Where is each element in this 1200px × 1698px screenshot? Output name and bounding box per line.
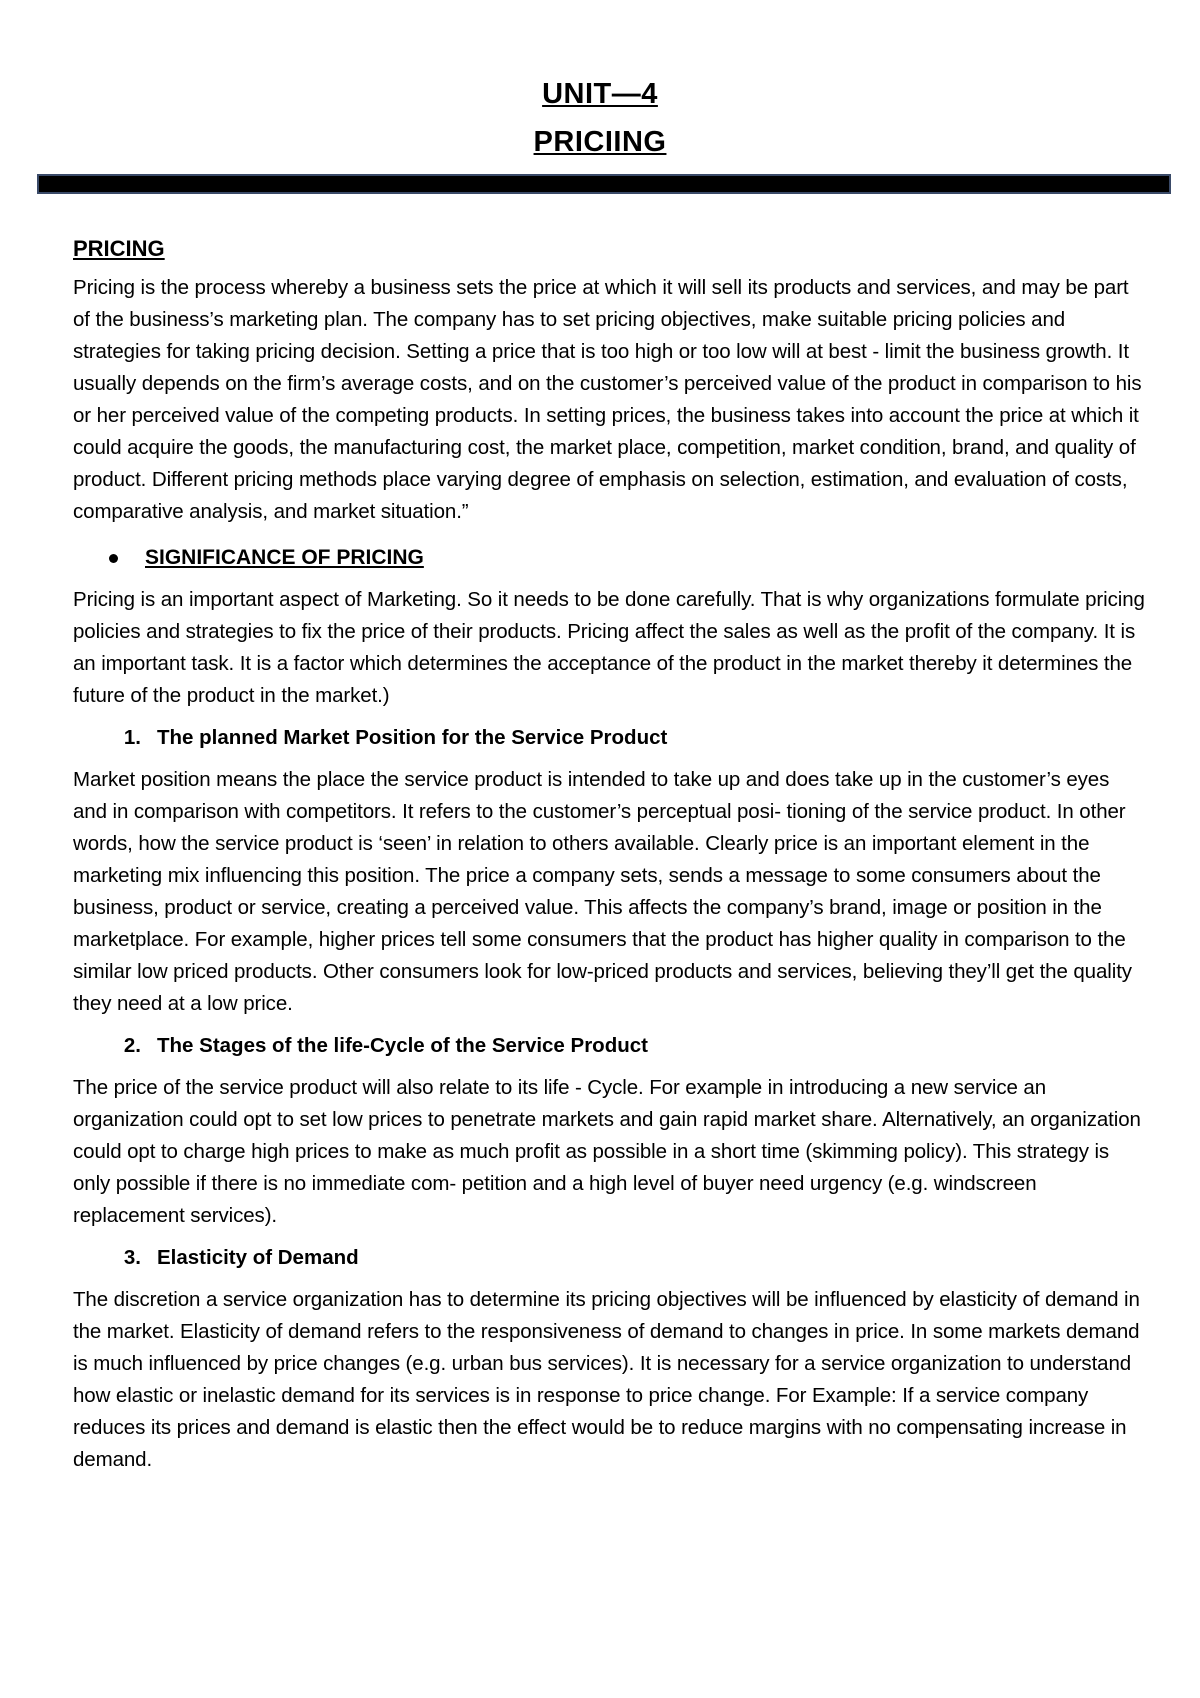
item-2-paragraph: The price of the service product will also relate to its life - Cycle. For example in introducing a new service an organization could opt to set low prices to penetrate markets and gain rapid market share. Alternatively, an organization could opt to charge high prices to make as much profit as possible in a short time (skimming policy). This strategy is only possible if there is no immediate com- petition and a high level of buyer need urgency (e.g. windscreen replacement services). [73,1076,1141,1227]
item-2-heading-row [73,1034,1145,1058]
significance-heading-row [73,546,1145,570]
significance-paragraph: Pricing is an important aspect of Marketing. So it needs to be done carefully. That is why organizations formulate pricing policies and strategies to fix the price of their products. Pricing affect the sales as well as the profit of the company. It is an important task. It is a factor which determines the acceptance of the product in the market thereby it determines the future of the product in the market.) [73,588,1145,707]
item-2-heading: The Stages of the life-Cycle of the Service Product [157,1034,648,1057]
item-3-heading-row [73,1246,1145,1270]
item-3-number: 3. [123,1246,141,1269]
pricing-paragraph: Pricing is the process whereby a business sets the price at which it will sell its products and services, and may be part of the business’s marketing plan. The company has to set pricing objectives, make suitable pricing policies and strategies for taking pricing decision. Setting a price that is too high or too low will at best - limit the business growth. It usually depends on the firm’s average costs, and on the customer’s perceived value of the product in comparison to his or her perceived value of the competing products. In setting prices, the business takes into account the price at which it could acquire the goods, the manufacturing cost, the market place, competition, market condition, brand, and quality of product. Different pricing methods place varying degree of emphasis on selection, estimation, and evaluation of costs, comparative analysis, and market situation.” [73,276,1142,523]
item-1-number: 1. [123,726,141,749]
document-content [73,236,1145,1490]
item-2-number: 2. [123,1034,141,1057]
significance-heading: SIGNIFICANCE OF PRICING [145,546,424,569]
header-rule [37,174,1171,194]
item-3-heading: Elasticity of Demand [157,1246,359,1269]
item-1-heading: The planned Market Position for the Service Product [157,726,668,749]
page-title: PRICIING [533,126,667,158]
item-3-paragraph: The discretion a service organization has to determine its pricing objectives will be influenced by elasticity of demand in the market. Elasticity of demand refers to the responsiveness of demand to changes in price. In some markets demand is much influenced by price changes (e.g. urban bus services). It is necessary for a service organization to understand how elastic or inelastic demand for its services is in response to price change. For Example: If a service company reduces its prices and demand is elastic then the effect would be to reduce margins with no compensating increase in demand. [73,1288,1140,1471]
unit-title: UNIT—4 [542,78,658,110]
pricing-heading: PRICING [73,236,165,261]
item-1-heading-row [73,726,1145,750]
item-1-paragraph: Market position means the place the service product is intended to take up and does take up in the customer’s eyes and in comparison with competitors. It refers to the customer’s perceptual posi- tioning of the service product. In other words, how the service product is ‘seen’ in relation to others available. Clearly price is an important element in the marketing mix influencing this position. The price a company sets, sends a message to some consumers about the business, product or service, creating a perceived value. This affects the company’s brand, image or position in the marketplace. For example, higher prices tell some consumers that the product has higher quality in comparison to the similar low priced products. Other consumers look for low-priced products and services, believing they’ll get the quality they need at a low price. [73,768,1132,1015]
bullet-icon [109,554,118,563]
